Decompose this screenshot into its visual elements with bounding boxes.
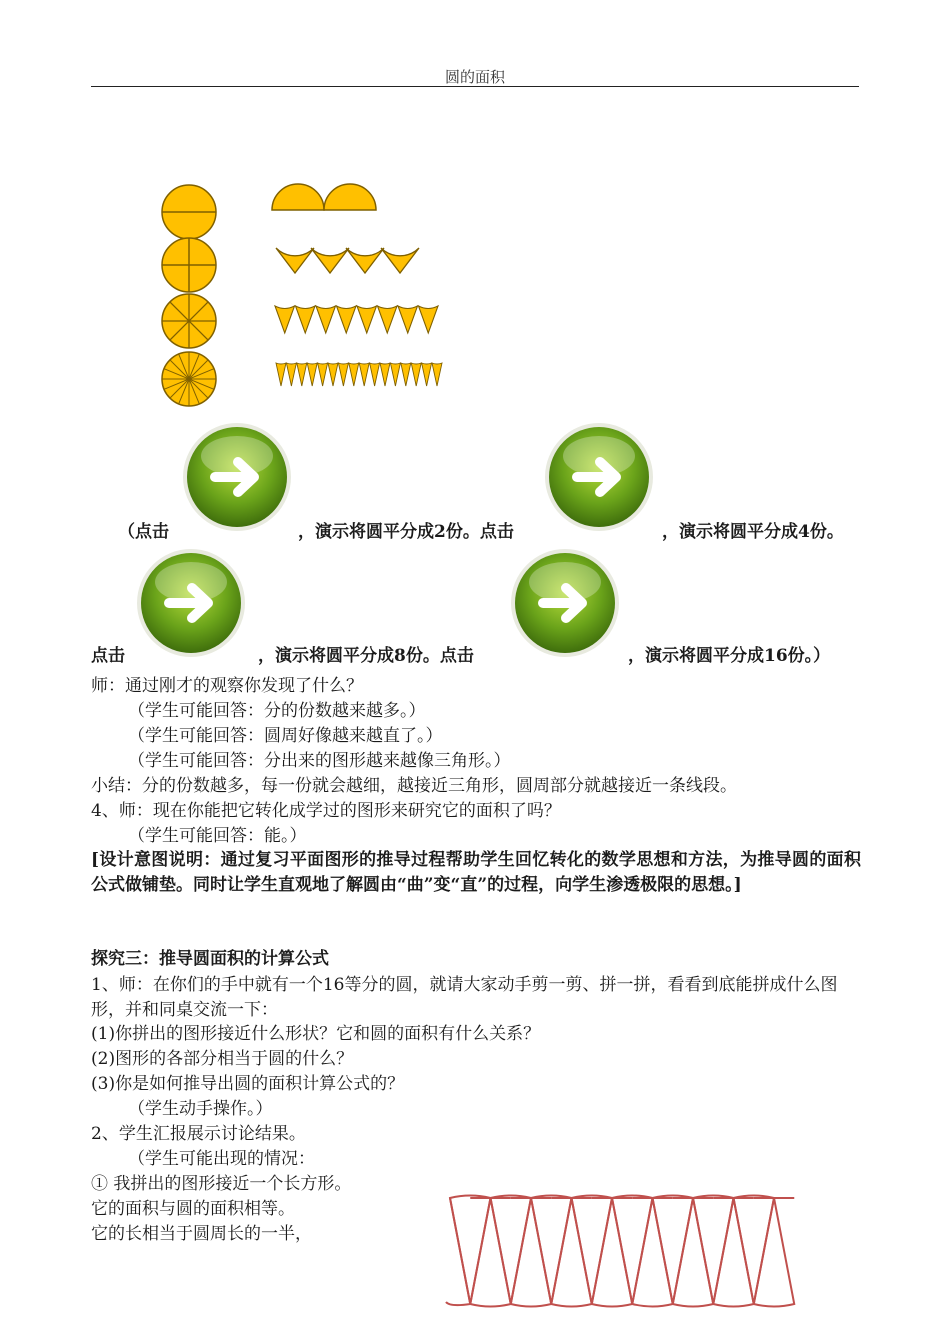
sixteenth-sector bbox=[370, 363, 380, 386]
situation-1: ① 我拼出的图形接近一个长方形。 bbox=[91, 1174, 352, 1194]
circle-4-parts bbox=[160, 236, 218, 294]
eighth-sector bbox=[357, 306, 377, 333]
student-answer-2: （学生可能回答：圆周好像越来越直了。） bbox=[128, 726, 443, 746]
eighth-sector bbox=[378, 306, 398, 333]
sixteenth-sector bbox=[328, 363, 338, 386]
sixteenth-sector bbox=[338, 363, 348, 386]
down-sector bbox=[572, 1196, 613, 1305]
eighth-sector bbox=[419, 306, 439, 333]
student-answer-1: （学生可能回答：分的份数越来越多。） bbox=[128, 701, 426, 721]
sixteenth-sector bbox=[349, 363, 359, 386]
up-sector bbox=[673, 1198, 714, 1307]
sixteenth-sector bbox=[359, 363, 369, 386]
question-2: (2)图形的各部分相当于圆的什么？ bbox=[91, 1049, 354, 1069]
down-sector bbox=[491, 1196, 532, 1305]
edge-piece bbox=[446, 1198, 470, 1305]
semicircles-row bbox=[268, 180, 380, 214]
up-sector bbox=[754, 1198, 795, 1307]
eighth-sector bbox=[316, 306, 336, 333]
question-1: (1)你拼出的图形接近什么形状？它和圆的面积有什么关系？ bbox=[91, 1024, 541, 1044]
rearranged-rectangle-figure bbox=[444, 1192, 804, 1310]
demo-split-8-button[interactable] bbox=[136, 548, 246, 658]
page-header-title: 圆的面积 bbox=[444, 68, 505, 86]
sixteenth-sector bbox=[422, 363, 432, 386]
caption-2a: 点击 bbox=[91, 646, 125, 666]
student-answer-3: （学生可能回答：分出来的图形越来越像三角形。） bbox=[128, 751, 511, 771]
quarter-sectors-row bbox=[270, 242, 422, 278]
sixteenth-sector bbox=[276, 363, 286, 386]
student-operation: （学生动手操作。） bbox=[128, 1099, 273, 1119]
sixteenth-sector bbox=[401, 363, 411, 386]
down-sector bbox=[612, 1196, 653, 1305]
sixteenth-sector bbox=[380, 363, 390, 386]
arrow-right-icon bbox=[510, 548, 620, 658]
summary-line: 小结：分的份数越多，每一份就会越细，越接近三角形，圆周部分就越接近一条线段。 bbox=[91, 776, 737, 796]
eighth-sector bbox=[337, 306, 357, 333]
teacher-question-4: 4、师：现在你能把它转化成学过的图形来研究它的面积了吗？ bbox=[91, 801, 561, 821]
demo-split-2-button[interactable] bbox=[182, 422, 292, 532]
caption-1c: ，演示将圆平分成4份。 bbox=[662, 522, 844, 542]
situation-1-area: 它的面积与圆的面积相等。 bbox=[91, 1199, 295, 1219]
demo-split-4-button[interactable] bbox=[544, 422, 654, 532]
up-sector bbox=[470, 1198, 511, 1307]
situation-1-length: 它的长相当于圆周长的一半， bbox=[91, 1224, 312, 1244]
down-sector bbox=[734, 1196, 775, 1305]
section-heading: 探究三：推导圆面积的计算公式 bbox=[91, 949, 329, 969]
eighth-sector bbox=[296, 306, 316, 333]
caption-2b: ，演示将圆平分成8份。点击 bbox=[258, 646, 474, 666]
report-line: 2、学生汇报展示讨论结果。 bbox=[91, 1124, 306, 1144]
up-sector bbox=[632, 1198, 673, 1307]
up-sector bbox=[713, 1198, 754, 1307]
sixteenth-sectors-row bbox=[274, 360, 444, 388]
possible-situations: （学生可能出现的情况： bbox=[128, 1149, 315, 1169]
eighth-sector bbox=[398, 306, 418, 333]
sixteenth-sector bbox=[286, 363, 296, 386]
down-sector bbox=[693, 1196, 734, 1305]
arrow-right-icon bbox=[182, 422, 292, 532]
circle-16-parts bbox=[160, 350, 218, 408]
demo-split-16-button[interactable] bbox=[510, 548, 620, 658]
sixteenth-sector bbox=[318, 363, 328, 386]
up-sector bbox=[592, 1198, 633, 1307]
up-sector bbox=[511, 1198, 552, 1307]
sixteenth-sector bbox=[432, 363, 442, 386]
question-3: (3)你是如何推导出圆的面积计算公式的？ bbox=[91, 1074, 405, 1094]
design-note: [设计意图说明：通过复习平面图形的推导过程帮助学生回忆转化的数学思想和方法，为推导圆的面积公式做铺垫。同时让学生直观地了解圆由“曲”变“直”的过程，向学生渗透极限的思想。] bbox=[91, 850, 861, 895]
circle-2-parts bbox=[160, 183, 218, 241]
section-paragraph-1: 1、师：在你们的手中就有一个16等分的圆，就请大家动手剪一剪、拼一拼，看看到底能拼成什么图形，并和同桌交流一下： bbox=[91, 975, 838, 1020]
circle-8-parts bbox=[160, 292, 218, 350]
arrow-right-icon bbox=[136, 548, 246, 658]
arrow-right-icon bbox=[544, 422, 654, 532]
eighth-sector bbox=[275, 306, 295, 333]
sixteenth-sector bbox=[411, 363, 421, 386]
sixteenth-sector bbox=[390, 363, 400, 386]
down-sector bbox=[653, 1196, 694, 1305]
down-sector bbox=[531, 1196, 572, 1305]
sixteenth-sector bbox=[307, 363, 317, 386]
student-answer-4: （学生可能回答：能。） bbox=[128, 826, 307, 846]
down-sector bbox=[450, 1196, 491, 1305]
sixteenth-sector bbox=[297, 363, 307, 386]
eighth-sectors-row bbox=[272, 303, 442, 337]
teacher-question: 师：通过刚才的观察你发现了什么？ bbox=[91, 676, 363, 696]
up-sector bbox=[551, 1198, 592, 1307]
header-rule bbox=[91, 86, 859, 87]
caption-2c: ，演示将圆平分成16份。） bbox=[628, 646, 831, 666]
caption-1b: ，演示将圆平分成2份。点击 bbox=[298, 522, 514, 542]
caption-1a: （点击 bbox=[118, 522, 169, 542]
